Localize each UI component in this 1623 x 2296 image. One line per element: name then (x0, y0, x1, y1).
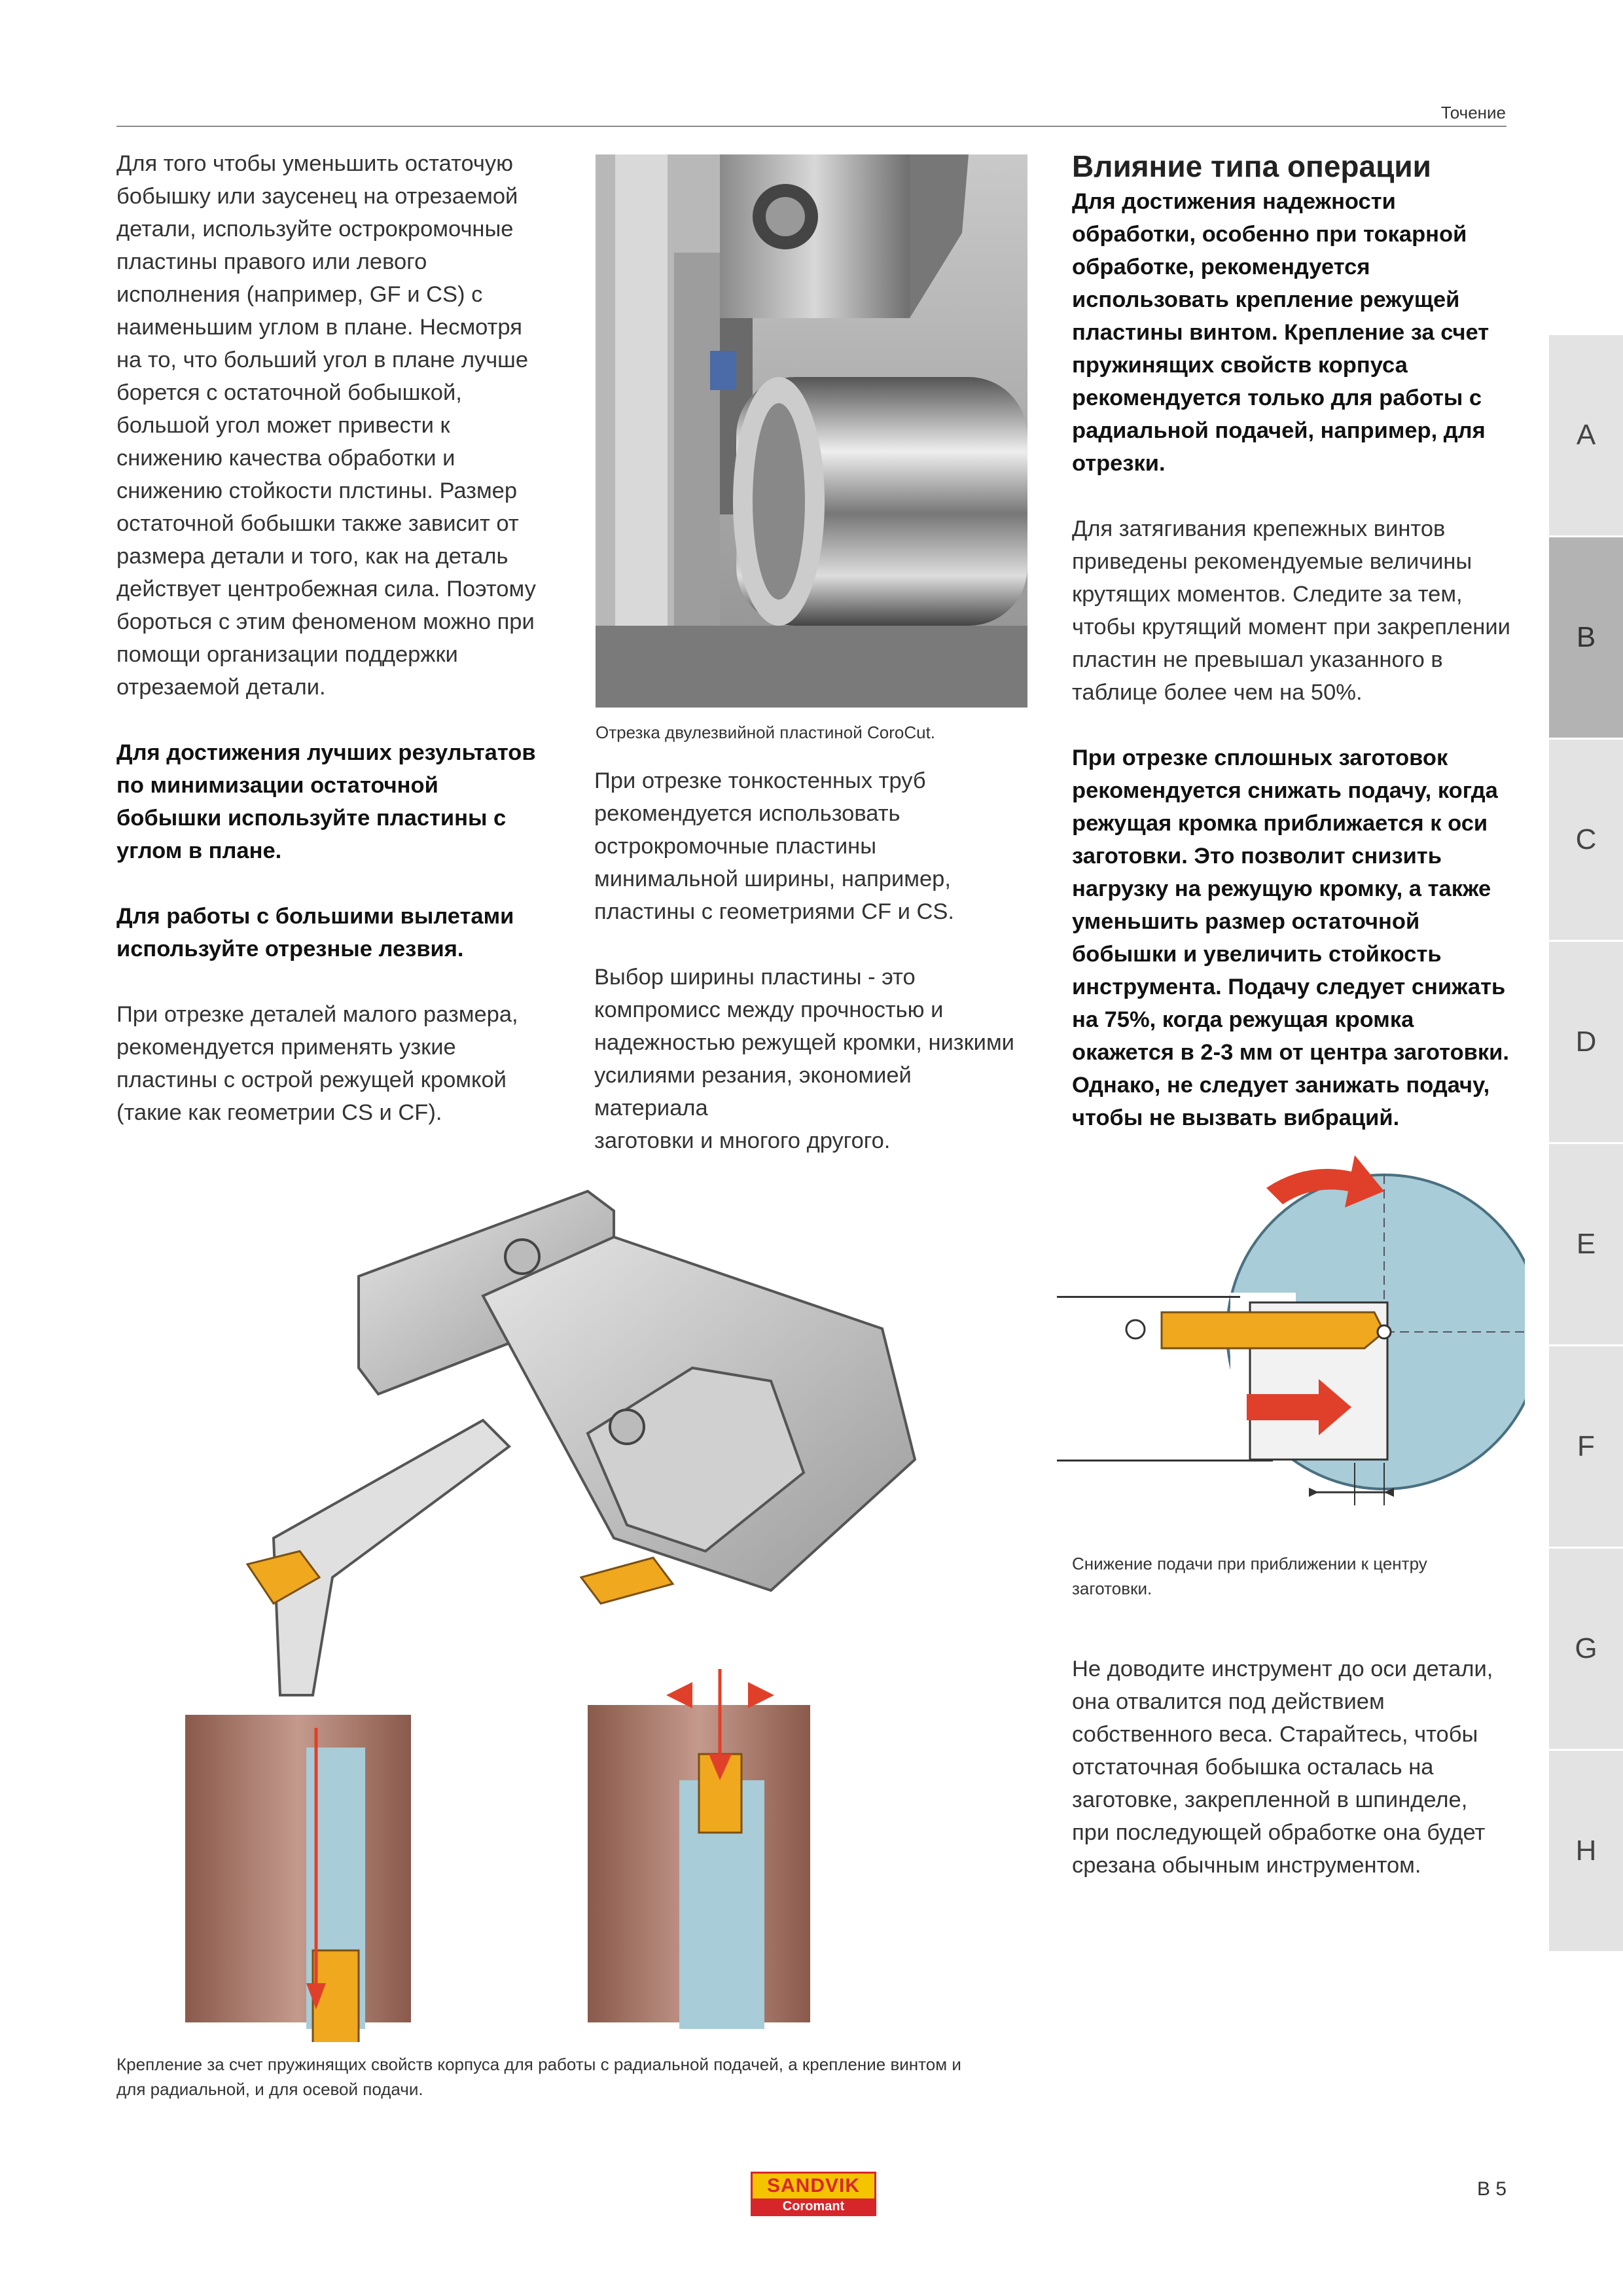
bold-paragraph: Для достижения лучших результатов по минимизации остаточной бобышки используйте пластины с углом в плане. (116, 740, 536, 863)
logo-bottom-text: Coromant (782, 2199, 845, 2214)
feed-reduction-diagram (1057, 1136, 1525, 1528)
paragraph: Выбор ширины пластины - это компромисс между прочностью и надежностью режущей кромки, низкими усилиями резания, экономией материала заготовки и многого другого. (594, 965, 1014, 1153)
left-column (116, 147, 548, 1162)
chapter-tabs (1549, 335, 1623, 1953)
tab-g[interactable]: G (1549, 1549, 1623, 1751)
parting-photo (596, 154, 1027, 708)
right-column (1072, 147, 1517, 1167)
header-divider (116, 126, 1507, 127)
paragraph: Для того чтобы уменьшить остаточую бобышку или заусенец на отрезаемой детали, используйте острокромочные пластины правого или левого исполнения (например, GF и CS) с наименьшим углом в плане. Несмотря на то, что больший угол в плане лучше борется с остаточной бобышкой, большой угол может привести к снижению качества обработки и снижению стойкости плстины. Размер остаточной бобышки также зависит от размера детали и того, как на деталь действует центробежная сила. Поэтому бороться с этим феноменом можно при помощи организации поддержки отрезаемой детали. (116, 151, 536, 700)
paragraph: Не доводите инструмент до оси детали, она отвалится под действием собственного веса. Старайтесь, чтобы отстаточная бобышка осталась на заготовке, закрепленной в шпинделе, при последующей обработке она будет срезана обычным инструментом. (1072, 1657, 1493, 1878)
clamping-caption: Крепление за счет пружинящих свойств корпуса для работы с радиальной подачей, а крепление винтом и для радиальной, и для осевой подачи. (116, 2054, 961, 2099)
bold-paragraph: Для работы с большими вылетами используйте отрезные лезвия. (116, 904, 514, 961)
paragraph: Для затягивания крепежных винтов приведены рекомендуемые величины крутящих моментов. Следите за тем, чтобы крутящий момент при закреплении пластин не превышал указанного в таблице более чем на 50%. (1072, 516, 1510, 705)
bold-paragraph: Для достижения надежности обработки, особенно при токарной обработке, рекомендуется использовать крепление режущей пластины винтом. Крепление за счет пружинящих свойств корпуса рекомендуется только для работы с радиальной подачей, например, для отрезки. (1072, 189, 1489, 476)
tab-d[interactable]: D (1549, 942, 1623, 1144)
right-column-bottom (1072, 1653, 1517, 1914)
paragraph: При отрезке тонкостенных труб рекомендуется использовать острокромочные пластины минимальной ширины, например, пластины с геометриями CF и CS. (594, 768, 955, 924)
page-number: B 5 (1476, 2178, 1507, 2200)
section-header: Точение (1440, 103, 1506, 122)
bold-paragraph: При отрезке сплошных заготовок рекомендуется снижать подачу, когда режущая кромка приближается к оси заготовки. Это позволит снизить нагрузку на режущую кромку, а также уменьшить размер остаточной бобышки и увеличить стойкость инструмента. Подачу следует снижать на 75%, когда режущая кромка окажется в 2-3 мм от центра заготовки. Однако, не следует занижать подачу, чтобы не вызвать вибраций. (1072, 745, 1509, 1130)
feed-diagram-caption: Снижение подачи при приближении к центру заготовки. (1072, 1554, 1427, 1598)
tab-a[interactable]: A (1549, 335, 1623, 537)
logo-top-text: SANDVIK (753, 2174, 874, 2198)
sandvik-coromant-logo (751, 2172, 876, 2216)
paragraph: При отрезке деталей малого размера, рекомендуется применять узкие пластины с острой режущей кромкой (такие как геометрии CS и CF). (116, 1002, 518, 1125)
tab-e[interactable]: E (1549, 1144, 1623, 1346)
middle-column (594, 764, 1026, 1190)
photo-caption: Отрезка двулезвийной пластиной CoroCut. (596, 723, 936, 742)
clamping-diagram (116, 1172, 1046, 2042)
section-title: Влияние типа операции (1072, 149, 1431, 183)
tab-f[interactable]: F (1549, 1346, 1623, 1549)
tab-h[interactable]: H (1549, 1751, 1623, 1953)
tab-c[interactable]: C (1549, 740, 1623, 942)
tab-b[interactable]: B (1549, 537, 1623, 740)
